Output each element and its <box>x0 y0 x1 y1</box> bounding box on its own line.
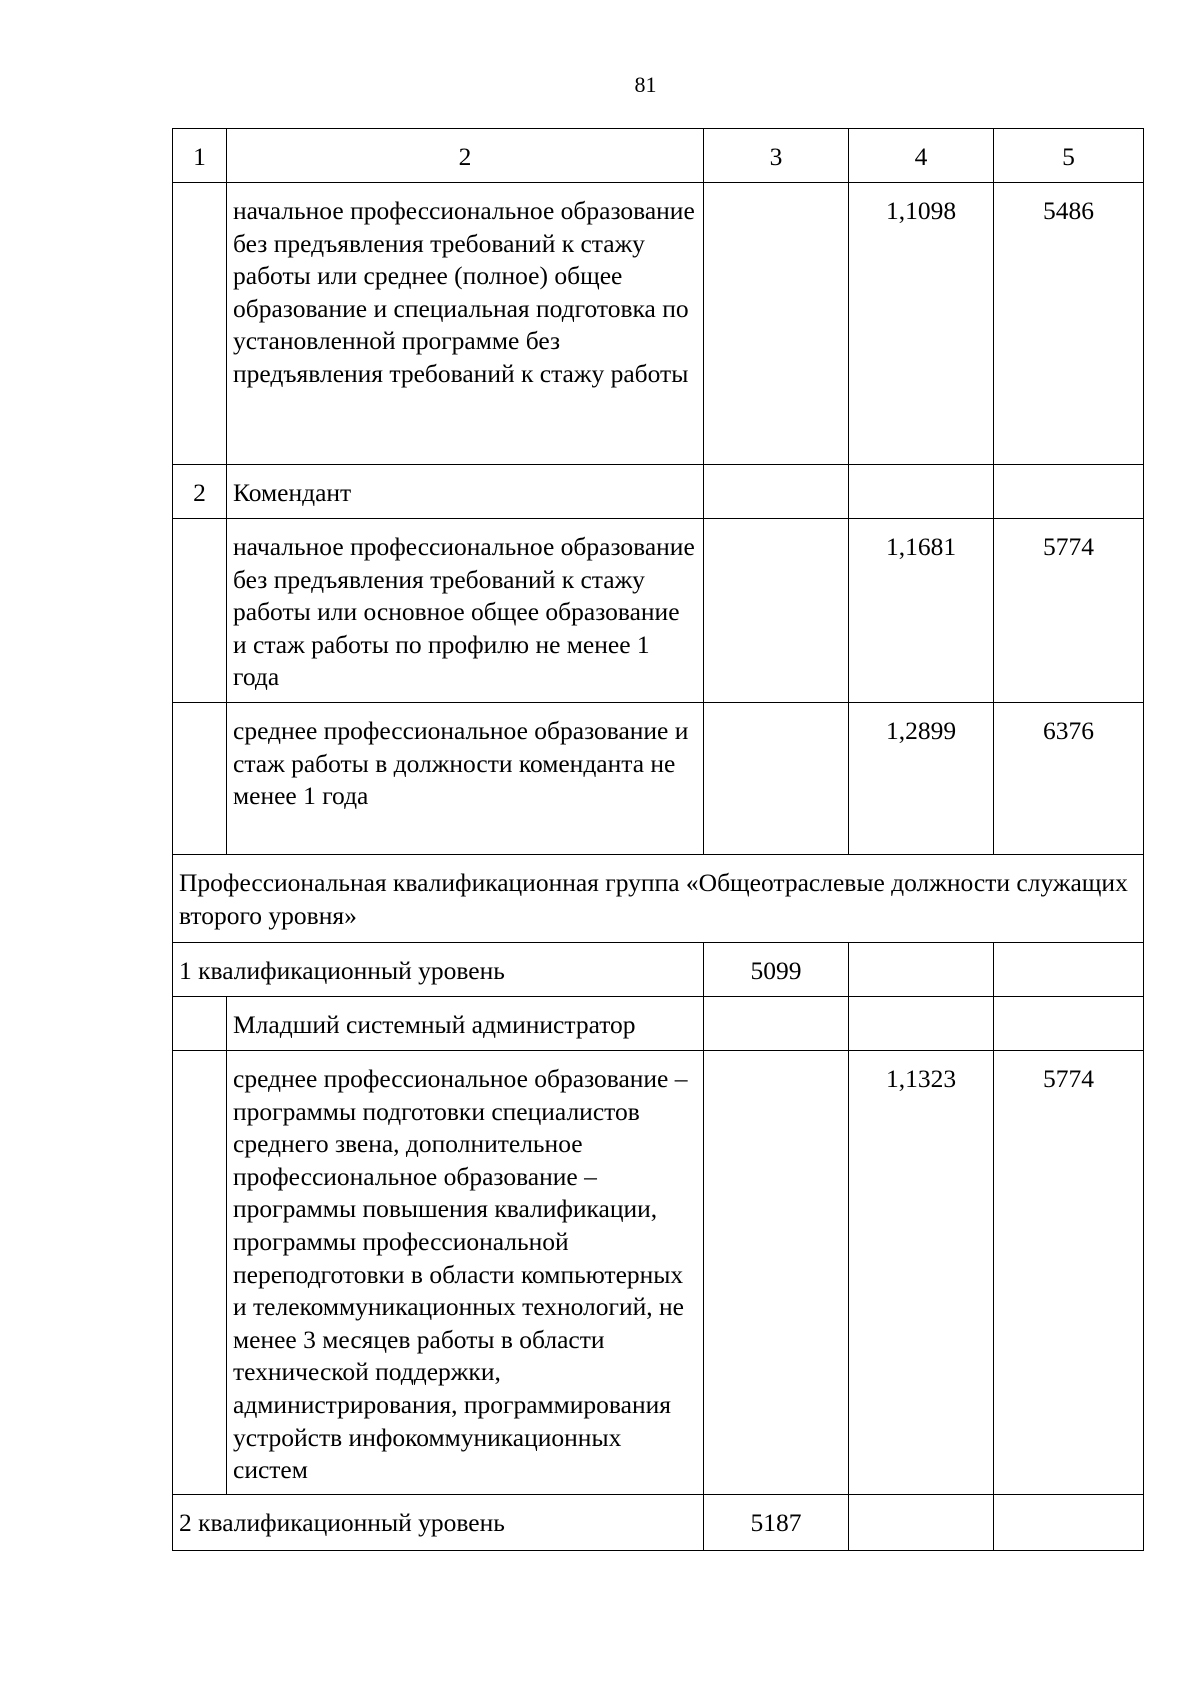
group-row <box>173 855 1144 943</box>
header-cell-3: 3 <box>704 129 849 183</box>
table-header-row <box>173 129 1144 183</box>
table-row <box>173 183 1144 465</box>
qualification-level-label: 1 квалификационный уровень <box>173 943 704 997</box>
coefficient-cell: 1,1098 <box>849 183 994 465</box>
table-row <box>173 465 1144 519</box>
salary-cell: 5774 <box>994 519 1144 703</box>
base-salary-cell: 5187 <box>704 1495 849 1551</box>
header-cell-2: 2 <box>227 129 704 183</box>
requirement-text: среднее профессиональное образование – программы подготовки специалистов среднего звена, дополнительное профессиональное образование – программы повышения квалификации, программы профессиональной переподготовки в области компьютерных и телекоммуникационных технологий, не менее 3 месяцев работы в области технической поддержки, администрирования, программирования устройств инфокоммуникационных систем <box>227 1051 704 1495</box>
row-number-cell <box>173 997 227 1051</box>
salary-cell <box>994 1495 1144 1551</box>
coefficient-cell <box>849 943 994 997</box>
row-number-cell <box>173 1051 227 1495</box>
base-salary-cell <box>704 1051 849 1495</box>
table-row <box>173 997 1144 1051</box>
header-cell-4: 4 <box>849 129 994 183</box>
salary-cell <box>994 943 1144 997</box>
row-number-cell <box>173 703 227 855</box>
salary-cell: 5774 <box>994 1051 1144 1495</box>
level-row <box>173 1495 1144 1551</box>
base-salary-cell <box>704 997 849 1051</box>
row-number-cell: 2 <box>173 465 227 519</box>
position-name: Младший системный администратор <box>227 997 704 1051</box>
qualification-group-title: Профессиональная квалификационная группа «Общеотраслевые должности служащих второго уровня» <box>173 855 1144 943</box>
page-number: 81 <box>634 72 657 97</box>
coefficient-cell: 1,1681 <box>849 519 994 703</box>
base-salary-cell: 5099 <box>704 943 849 997</box>
qualification-table <box>172 128 1144 1551</box>
position-name: Комендант <box>227 465 704 519</box>
salary-cell: 5486 <box>994 183 1144 465</box>
base-salary-cell <box>704 183 849 465</box>
coefficient-cell <box>849 997 994 1051</box>
base-salary-cell <box>704 465 849 519</box>
requirement-text: начальное профессиональное образование без предъявления требований к стажу работы или основное общее образование и стаж работы по профилю не менее 1 года <box>227 519 704 703</box>
salary-cell <box>994 997 1144 1051</box>
table-row <box>173 703 1144 855</box>
qualification-level-label: 2 квалификационный уровень <box>173 1495 704 1551</box>
header-cell-1: 1 <box>173 129 227 183</box>
requirement-text: среднее профессиональное образование и стаж работы в должности коменданта не менее 1 года <box>227 703 704 855</box>
level-row <box>173 943 1144 997</box>
coefficient-cell <box>849 1495 994 1551</box>
table-row <box>173 519 1144 703</box>
row-number-cell <box>173 183 227 465</box>
requirement-text: начальное профессиональное образование без предъявления требований к стажу работы или среднее (полное) общее образование и специальная подготовка по установленной программе без предъявления требований к стажу работы <box>227 183 704 465</box>
table-row <box>173 1051 1144 1495</box>
salary-cell: 6376 <box>994 703 1144 855</box>
row-number-cell <box>173 519 227 703</box>
header-cell-5: 5 <box>994 129 1144 183</box>
coefficient-cell: 1,1323 <box>849 1051 994 1495</box>
coefficient-cell: 1,2899 <box>849 703 994 855</box>
base-salary-cell <box>704 703 849 855</box>
base-salary-cell <box>704 519 849 703</box>
salary-cell <box>994 465 1144 519</box>
coefficient-cell <box>849 465 994 519</box>
